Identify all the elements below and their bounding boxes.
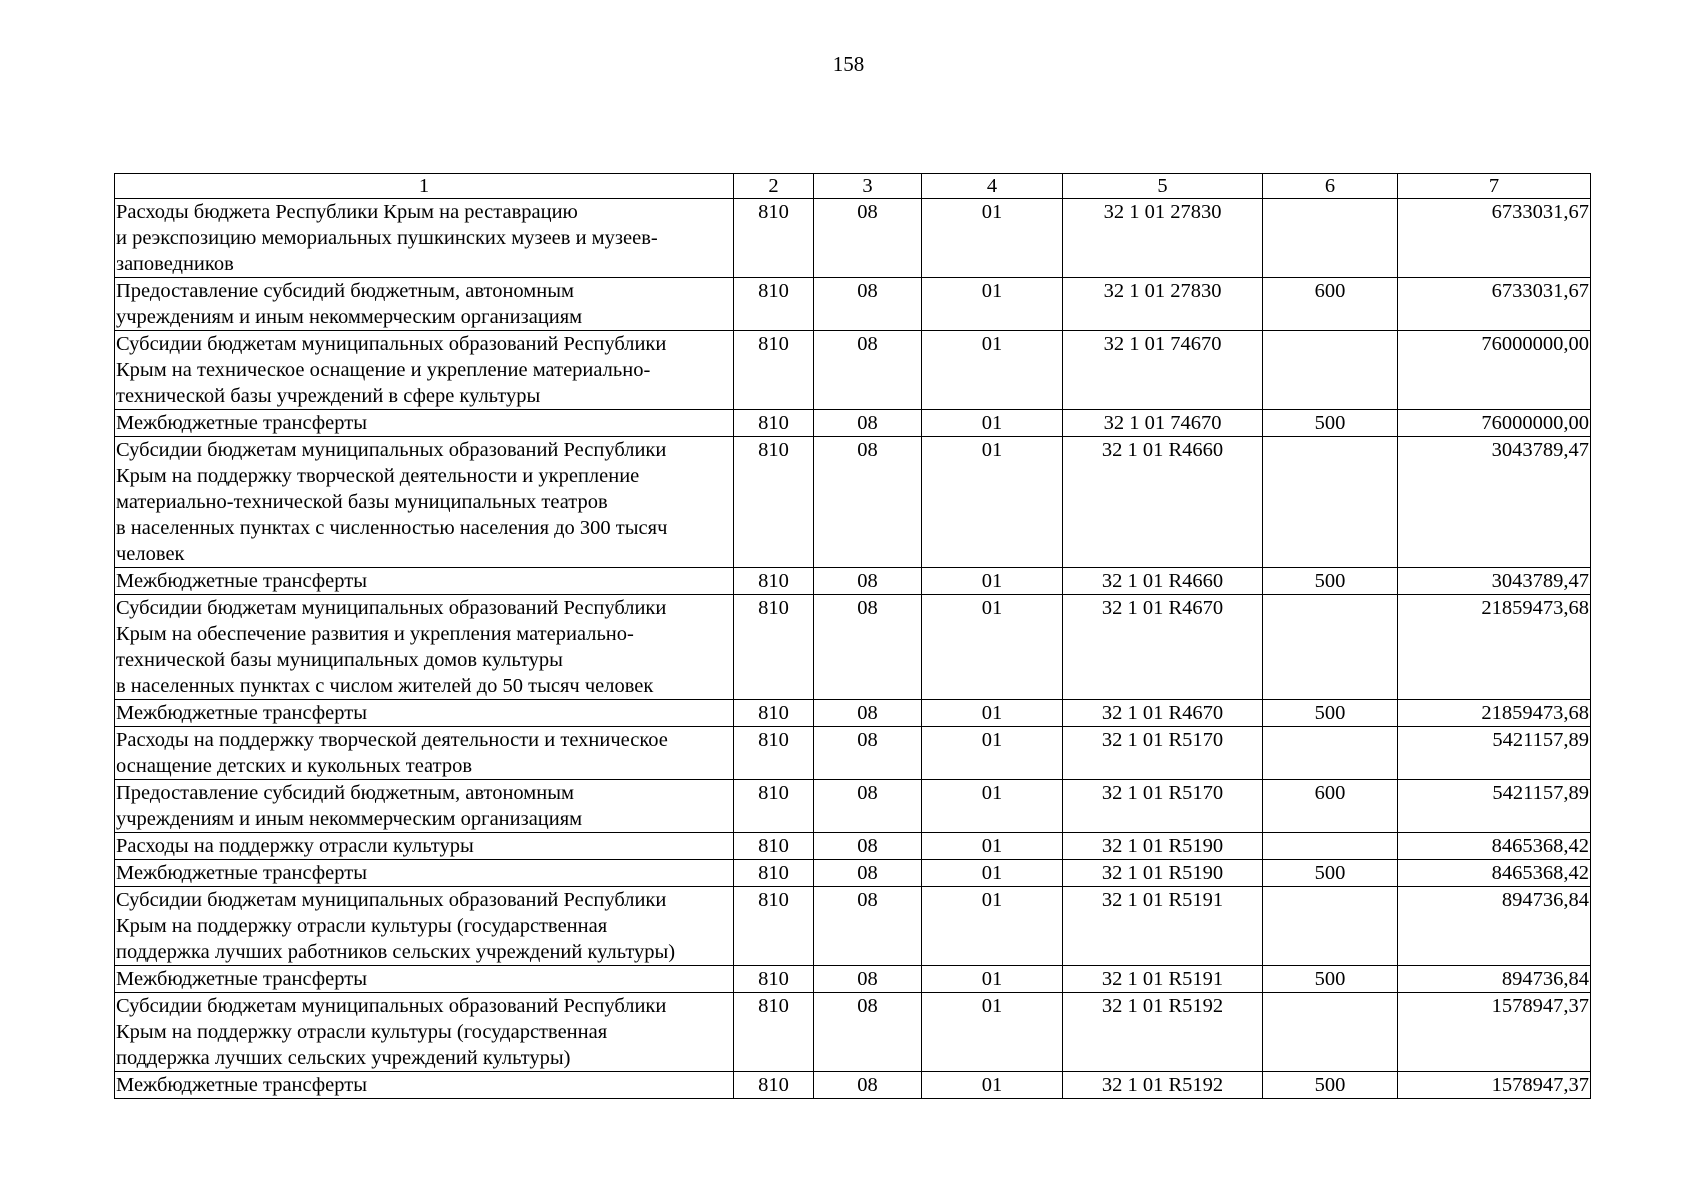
table-row — [115, 833, 1591, 860]
table-row — [115, 780, 1591, 833]
header-cell-7: 7 — [1398, 174, 1591, 199]
section-code: 08 — [814, 199, 922, 278]
expense-type-code: 500 — [1263, 1072, 1398, 1099]
section-code: 08 — [814, 331, 922, 410]
section-code: 08 — [814, 727, 922, 780]
expense-type-code — [1263, 887, 1398, 966]
section-code: 08 — [814, 700, 922, 727]
ministry-code: 810 — [734, 887, 814, 966]
section-code: 08 — [814, 993, 922, 1072]
expense-type-code — [1263, 331, 1398, 410]
expense-description: Межбюджетные трансферты — [115, 568, 734, 595]
amount: 8465368,42 — [1398, 833, 1591, 860]
header-cell-1: 1 — [115, 174, 734, 199]
expense-type-code: 500 — [1263, 568, 1398, 595]
expense-description: Межбюджетные трансферты — [115, 1072, 734, 1099]
expense-description: Предоставление субсидий бюджетным, автономным учреждениям и иным некоммерческим организациям — [115, 780, 734, 833]
subsection-code: 01 — [922, 700, 1063, 727]
expense-type-code: 500 — [1263, 860, 1398, 887]
target-article-code: 32 1 01 R5192 — [1063, 993, 1263, 1072]
table-body — [115, 199, 1591, 1099]
expense-type-code — [1263, 199, 1398, 278]
target-article-code: 32 1 01 R5190 — [1063, 833, 1263, 860]
table-row — [115, 437, 1591, 568]
subsection-code: 01 — [922, 833, 1063, 860]
target-article-code: 32 1 01 R4670 — [1063, 595, 1263, 700]
ministry-code: 810 — [734, 1072, 814, 1099]
table-row — [115, 700, 1591, 727]
budget-table — [114, 173, 1591, 1099]
target-article-code: 32 1 01 R4670 — [1063, 700, 1263, 727]
expense-description: Субсидии бюджетам муниципальных образований Республики Крым на обеспечение развития и укрепления материально- технической базы муниципальных домов культуры в населенных пунктах с числом жителей до 50 тысяч человек — [115, 595, 734, 700]
amount: 6733031,67 — [1398, 199, 1591, 278]
subsection-code: 01 — [922, 568, 1063, 595]
expense-description: Субсидии бюджетам муниципальных образований Республики Крым на поддержку отрасли культуры (государственная поддержка лучших сельских учреждений культуры) — [115, 993, 734, 1072]
ministry-code: 810 — [734, 278, 814, 331]
section-code: 08 — [814, 568, 922, 595]
table-row — [115, 727, 1591, 780]
ministry-code: 810 — [734, 860, 814, 887]
header-cell-3: 3 — [814, 174, 922, 199]
expense-description: Субсидии бюджетам муниципальных образований Республики Крым на поддержку творческой деятельности и укрепление материально-технической базы муниципальных театров в населенных пунктах с численностью населения до 300 тысяч человек — [115, 437, 734, 568]
amount: 3043789,47 — [1398, 437, 1591, 568]
amount: 1578947,37 — [1398, 1072, 1591, 1099]
amount: 76000000,00 — [1398, 331, 1591, 410]
subsection-code: 01 — [922, 278, 1063, 331]
ministry-code: 810 — [734, 780, 814, 833]
expense-type-code — [1263, 437, 1398, 568]
subsection-code: 01 — [922, 780, 1063, 833]
amount: 8465368,42 — [1398, 860, 1591, 887]
expense-type-code: 500 — [1263, 966, 1398, 993]
ministry-code: 810 — [734, 199, 814, 278]
section-code: 08 — [814, 278, 922, 331]
header-row — [115, 174, 1591, 199]
amount: 894736,84 — [1398, 966, 1591, 993]
target-article-code: 32 1 01 27830 — [1063, 199, 1263, 278]
expense-description: Предоставление субсидий бюджетным, автономным учреждениям и иным некоммерческим организациям — [115, 278, 734, 331]
expense-type-code — [1263, 727, 1398, 780]
ministry-code: 810 — [734, 727, 814, 780]
table-row — [115, 410, 1591, 437]
target-article-code: 32 1 01 R5170 — [1063, 780, 1263, 833]
subsection-code: 01 — [922, 993, 1063, 1072]
subsection-code: 01 — [922, 887, 1063, 966]
ministry-code: 810 — [734, 437, 814, 568]
subsection-code: 01 — [922, 860, 1063, 887]
expense-description: Расходы на поддержку отрасли культуры — [115, 833, 734, 860]
expense-description: Субсидии бюджетам муниципальных образований Республики Крым на техническое оснащение и укрепление материально- технической базы учреждений в сфере культуры — [115, 331, 734, 410]
header-cell-4: 4 — [922, 174, 1063, 199]
subsection-code: 01 — [922, 410, 1063, 437]
amount: 5421157,89 — [1398, 780, 1591, 833]
table-row — [115, 1072, 1591, 1099]
target-article-code: 32 1 01 R5170 — [1063, 727, 1263, 780]
subsection-code: 01 — [922, 331, 1063, 410]
expense-description: Межбюджетные трансферты — [115, 410, 734, 437]
table-row — [115, 595, 1591, 700]
amount: 3043789,47 — [1398, 568, 1591, 595]
target-article-code: 32 1 01 R5192 — [1063, 1072, 1263, 1099]
header-cell-6: 6 — [1263, 174, 1398, 199]
amount: 76000000,00 — [1398, 410, 1591, 437]
target-article-code: 32 1 01 R5190 — [1063, 860, 1263, 887]
page-number: 158 — [832, 52, 865, 76]
ministry-code: 810 — [734, 410, 814, 437]
ministry-code: 810 — [734, 993, 814, 1072]
expense-type-code — [1263, 833, 1398, 860]
expense-description: Расходы бюджета Республики Крым на реставрацию и реэкспозицию мемориальных пушкинских музеев и музеев- заповедников — [115, 199, 734, 278]
amount: 894736,84 — [1398, 887, 1591, 966]
table-row — [115, 887, 1591, 966]
ministry-code: 810 — [734, 568, 814, 595]
section-code: 08 — [814, 410, 922, 437]
subsection-code: 01 — [922, 595, 1063, 700]
table-row — [115, 568, 1591, 595]
section-code: 08 — [814, 966, 922, 993]
target-article-code: 32 1 01 R5191 — [1063, 966, 1263, 993]
section-code: 08 — [814, 595, 922, 700]
expense-description: Межбюджетные трансферты — [115, 700, 734, 727]
ministry-code: 810 — [734, 966, 814, 993]
target-article-code: 32 1 01 74670 — [1063, 410, 1263, 437]
expense-type-code: 500 — [1263, 700, 1398, 727]
expense-description: Межбюджетные трансферты — [115, 860, 734, 887]
subsection-code: 01 — [922, 966, 1063, 993]
amount: 21859473,68 — [1398, 595, 1591, 700]
table-row — [115, 278, 1591, 331]
ministry-code: 810 — [734, 700, 814, 727]
ministry-code: 810 — [734, 331, 814, 410]
target-article-code: 32 1 01 R4660 — [1063, 437, 1263, 568]
expense-type-code: 600 — [1263, 780, 1398, 833]
target-article-code: 32 1 01 R4660 — [1063, 568, 1263, 595]
expense-description: Субсидии бюджетам муниципальных образований Республики Крым на поддержку отрасли культуры (государственная поддержка лучших работников сельских учреждений культуры) — [115, 887, 734, 966]
expense-type-code: 600 — [1263, 278, 1398, 331]
amount: 21859473,68 — [1398, 700, 1591, 727]
section-code: 08 — [814, 887, 922, 966]
amount: 6733031,67 — [1398, 278, 1591, 331]
table-row — [115, 331, 1591, 410]
section-code: 08 — [814, 437, 922, 568]
target-article-code: 32 1 01 R5191 — [1063, 887, 1263, 966]
subsection-code: 01 — [922, 1072, 1063, 1099]
target-article-code: 32 1 01 27830 — [1063, 278, 1263, 331]
subsection-code: 01 — [922, 437, 1063, 568]
expense-type-code: 500 — [1263, 410, 1398, 437]
table-row — [115, 993, 1591, 1072]
amount: 5421157,89 — [1398, 727, 1591, 780]
target-article-code: 32 1 01 74670 — [1063, 331, 1263, 410]
expense-type-code — [1263, 993, 1398, 1072]
amount: 1578947,37 — [1398, 993, 1591, 1072]
expense-description: Расходы на поддержку творческой деятельности и техническое оснащение детских и кукольных театров — [115, 727, 734, 780]
ministry-code: 810 — [734, 595, 814, 700]
expense-type-code — [1263, 595, 1398, 700]
ministry-code: 810 — [734, 833, 814, 860]
subsection-code: 01 — [922, 199, 1063, 278]
section-code: 08 — [814, 780, 922, 833]
table-row — [115, 199, 1591, 278]
expense-description: Межбюджетные трансферты — [115, 966, 734, 993]
subsection-code: 01 — [922, 727, 1063, 780]
section-code: 08 — [814, 860, 922, 887]
table-row — [115, 860, 1591, 887]
header-cell-2: 2 — [734, 174, 814, 199]
section-code: 08 — [814, 1072, 922, 1099]
header-cell-5: 5 — [1063, 174, 1263, 199]
section-code: 08 — [814, 833, 922, 860]
table-row — [115, 966, 1591, 993]
